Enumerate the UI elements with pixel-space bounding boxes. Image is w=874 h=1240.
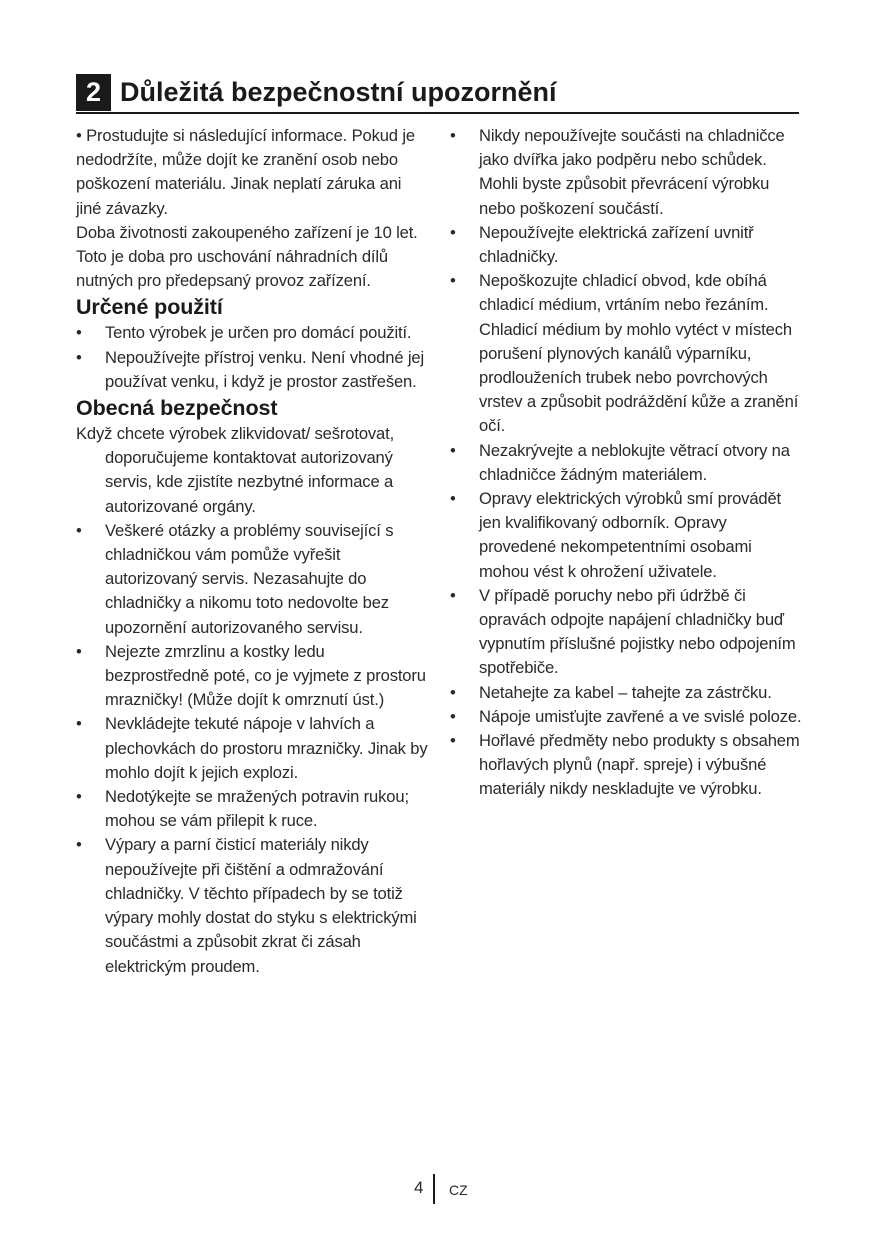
general-safety-lead: Když chcete výrobek zlikvidovat/ sešrotovat, doporučujeme kontaktovat autorizovaný servis, kde zjistíte nezbytné informace a autorizované orgány. [76, 424, 395, 516]
bullet-icon: • [76, 835, 82, 855]
bullet-icon: • [450, 585, 456, 605]
bullet-icon: • [76, 347, 82, 367]
left-column [76, 124, 428, 979]
general-safety-heading: Obecná bezpečnost [76, 396, 278, 421]
bullet-icon: • [76, 520, 82, 540]
list-item [450, 681, 802, 705]
general-safety-list [76, 519, 428, 979]
list-item [76, 346, 428, 394]
page-footer [0, 1172, 874, 1206]
list-item-text: Tento výrobek je určen pro domácí použití. [105, 323, 412, 343]
bullet-icon: • [76, 714, 82, 734]
list-item [450, 487, 802, 584]
right-column [450, 124, 802, 802]
list-item-text: Výpary a parní čisticí materiály nikdy nepoužívejte při čištění a odmražování chladničky. V těchto případech by se totiž výpary mohly dostat do styku s elektrickými součástmi a způsobit zkrat či zásah elektrickým proudem. [105, 835, 417, 976]
list-item-text: Nedotýkejte se mražených potravin rukou; mohou se vám přilepit k ruce. [105, 787, 409, 831]
list-item [76, 712, 428, 785]
list-item [76, 519, 428, 640]
bullet-icon: • [76, 787, 82, 807]
list-item [76, 785, 428, 833]
list-item [76, 321, 428, 345]
list-item [450, 124, 802, 221]
safety-list-continued [450, 124, 802, 802]
intended-use-heading: Určené použití [76, 295, 223, 320]
bullet-icon: • [450, 682, 456, 702]
list-item-text: Hořlavé předměty nebo produkty s obsahem hořlavých plynů (např. spreje) i výbušné materiály nikdy neskladujte ve výrobku. [479, 731, 800, 799]
section-number-badge: 2 [76, 74, 111, 111]
bullet-icon: • [76, 641, 82, 661]
intro-paragraph: • Prostudujte si následující informace. Pokud je nedodržíte, může dojít ke zranění osob nebo poškození materiálu. Jinak neplatí záruka ani jiné závazky. [76, 126, 415, 218]
bullet-icon: • [450, 222, 456, 242]
list-item [76, 640, 428, 713]
list-item-text: Opravy elektrických výrobků smí provádět jen kvalifikovaný odborník. Opravy provedené nekompetentními osobami mohou vést k ohrožení uživatele. [479, 489, 782, 581]
footer-divider [433, 1174, 435, 1204]
bullet-icon: • [450, 271, 456, 291]
bullet-icon: • [450, 706, 456, 726]
list-item [450, 584, 802, 681]
language-code: CZ [449, 1182, 468, 1198]
section-title: Důležitá bezpečnostní upozornění [120, 77, 557, 107]
list-item-text: Nepoužívejte elektrická zařízení uvnitř chladničky. [479, 222, 754, 267]
list-item-text: Veškeré otázky a problémy související s chladničkou vám pomůže vyřešit autorizovaný servis. Nezasahujte do chladničky a nikomu toto nedovolte bez upozornění autorizovaného servisu. [105, 520, 394, 637]
list-item-text: Nepoškozujte chladicí obvod, kde obíhá chladicí médium, vrtáním nebo řezáním. Chladicí médium by mohlo vytéct v místech porušení plynových kanálů výparníku, prodlouženích trubek nebo povrchových vrstev a způsobit podráždění kůže a zranění očí. [479, 271, 799, 436]
bullet-icon: • [450, 731, 456, 751]
bullet-icon: • [450, 126, 456, 145]
list-item [450, 439, 802, 487]
list-item [450, 221, 802, 269]
list-item [450, 705, 802, 729]
list-item-text: Nejezte zmrzlinu a kostky ledu bezprostředně poté, co je vyjmete z prostoru mrazničky! (Může dojít k omrznutí úst.) [105, 641, 426, 710]
list-item-text: Nepoužívejte přístroj venku. Není vhodné jej používat venku, i když je prostor zastřešen. [105, 347, 425, 391]
list-item [450, 729, 802, 802]
list-item-text: Nápoje umisťujte zavřené a ve svislé poloze. [479, 706, 802, 726]
list-item-text: Nevkládejte tekuté nápoje v lahvích a plechovkách do prostoru mrazničky. Jinak by mohlo dojít k jejich explozi. [105, 714, 428, 782]
list-item [76, 833, 428, 978]
bullet-icon: • [450, 489, 456, 509]
bullet-icon: • [76, 323, 82, 343]
page-number: 4 [414, 1178, 424, 1197]
section-header [76, 74, 799, 114]
list-item [450, 269, 802, 438]
bullet-icon: • [450, 440, 456, 460]
list-item-text: Nikdy nepoužívejte součásti na chladničce jako dvířka jako podpěru nebo schůdek. Mohli byste způsobit převrácení výrobku nebo poškození součástí. [479, 126, 785, 218]
lifetime-paragraph: Doba životnosti zakoupeného zařízení je 10 let. Toto je doba pro uschování náhradních dílů nutných pro předepsaný provoz zařízení. [76, 222, 418, 291]
list-item-text: Nezakrývejte a neblokujte větrací otvory na chladničce žádným materiálem. [479, 440, 790, 484]
list-item-text: Netahejte za kabel – tahejte za zástrčku. [479, 682, 772, 702]
list-item-text: V případě poruchy nebo při údržbě či opravách odpojte napájení chladničky buď vypnutím příslušné pojistky nebo odpojením spotřebiče. [479, 585, 796, 678]
intended-use-list [76, 321, 428, 394]
